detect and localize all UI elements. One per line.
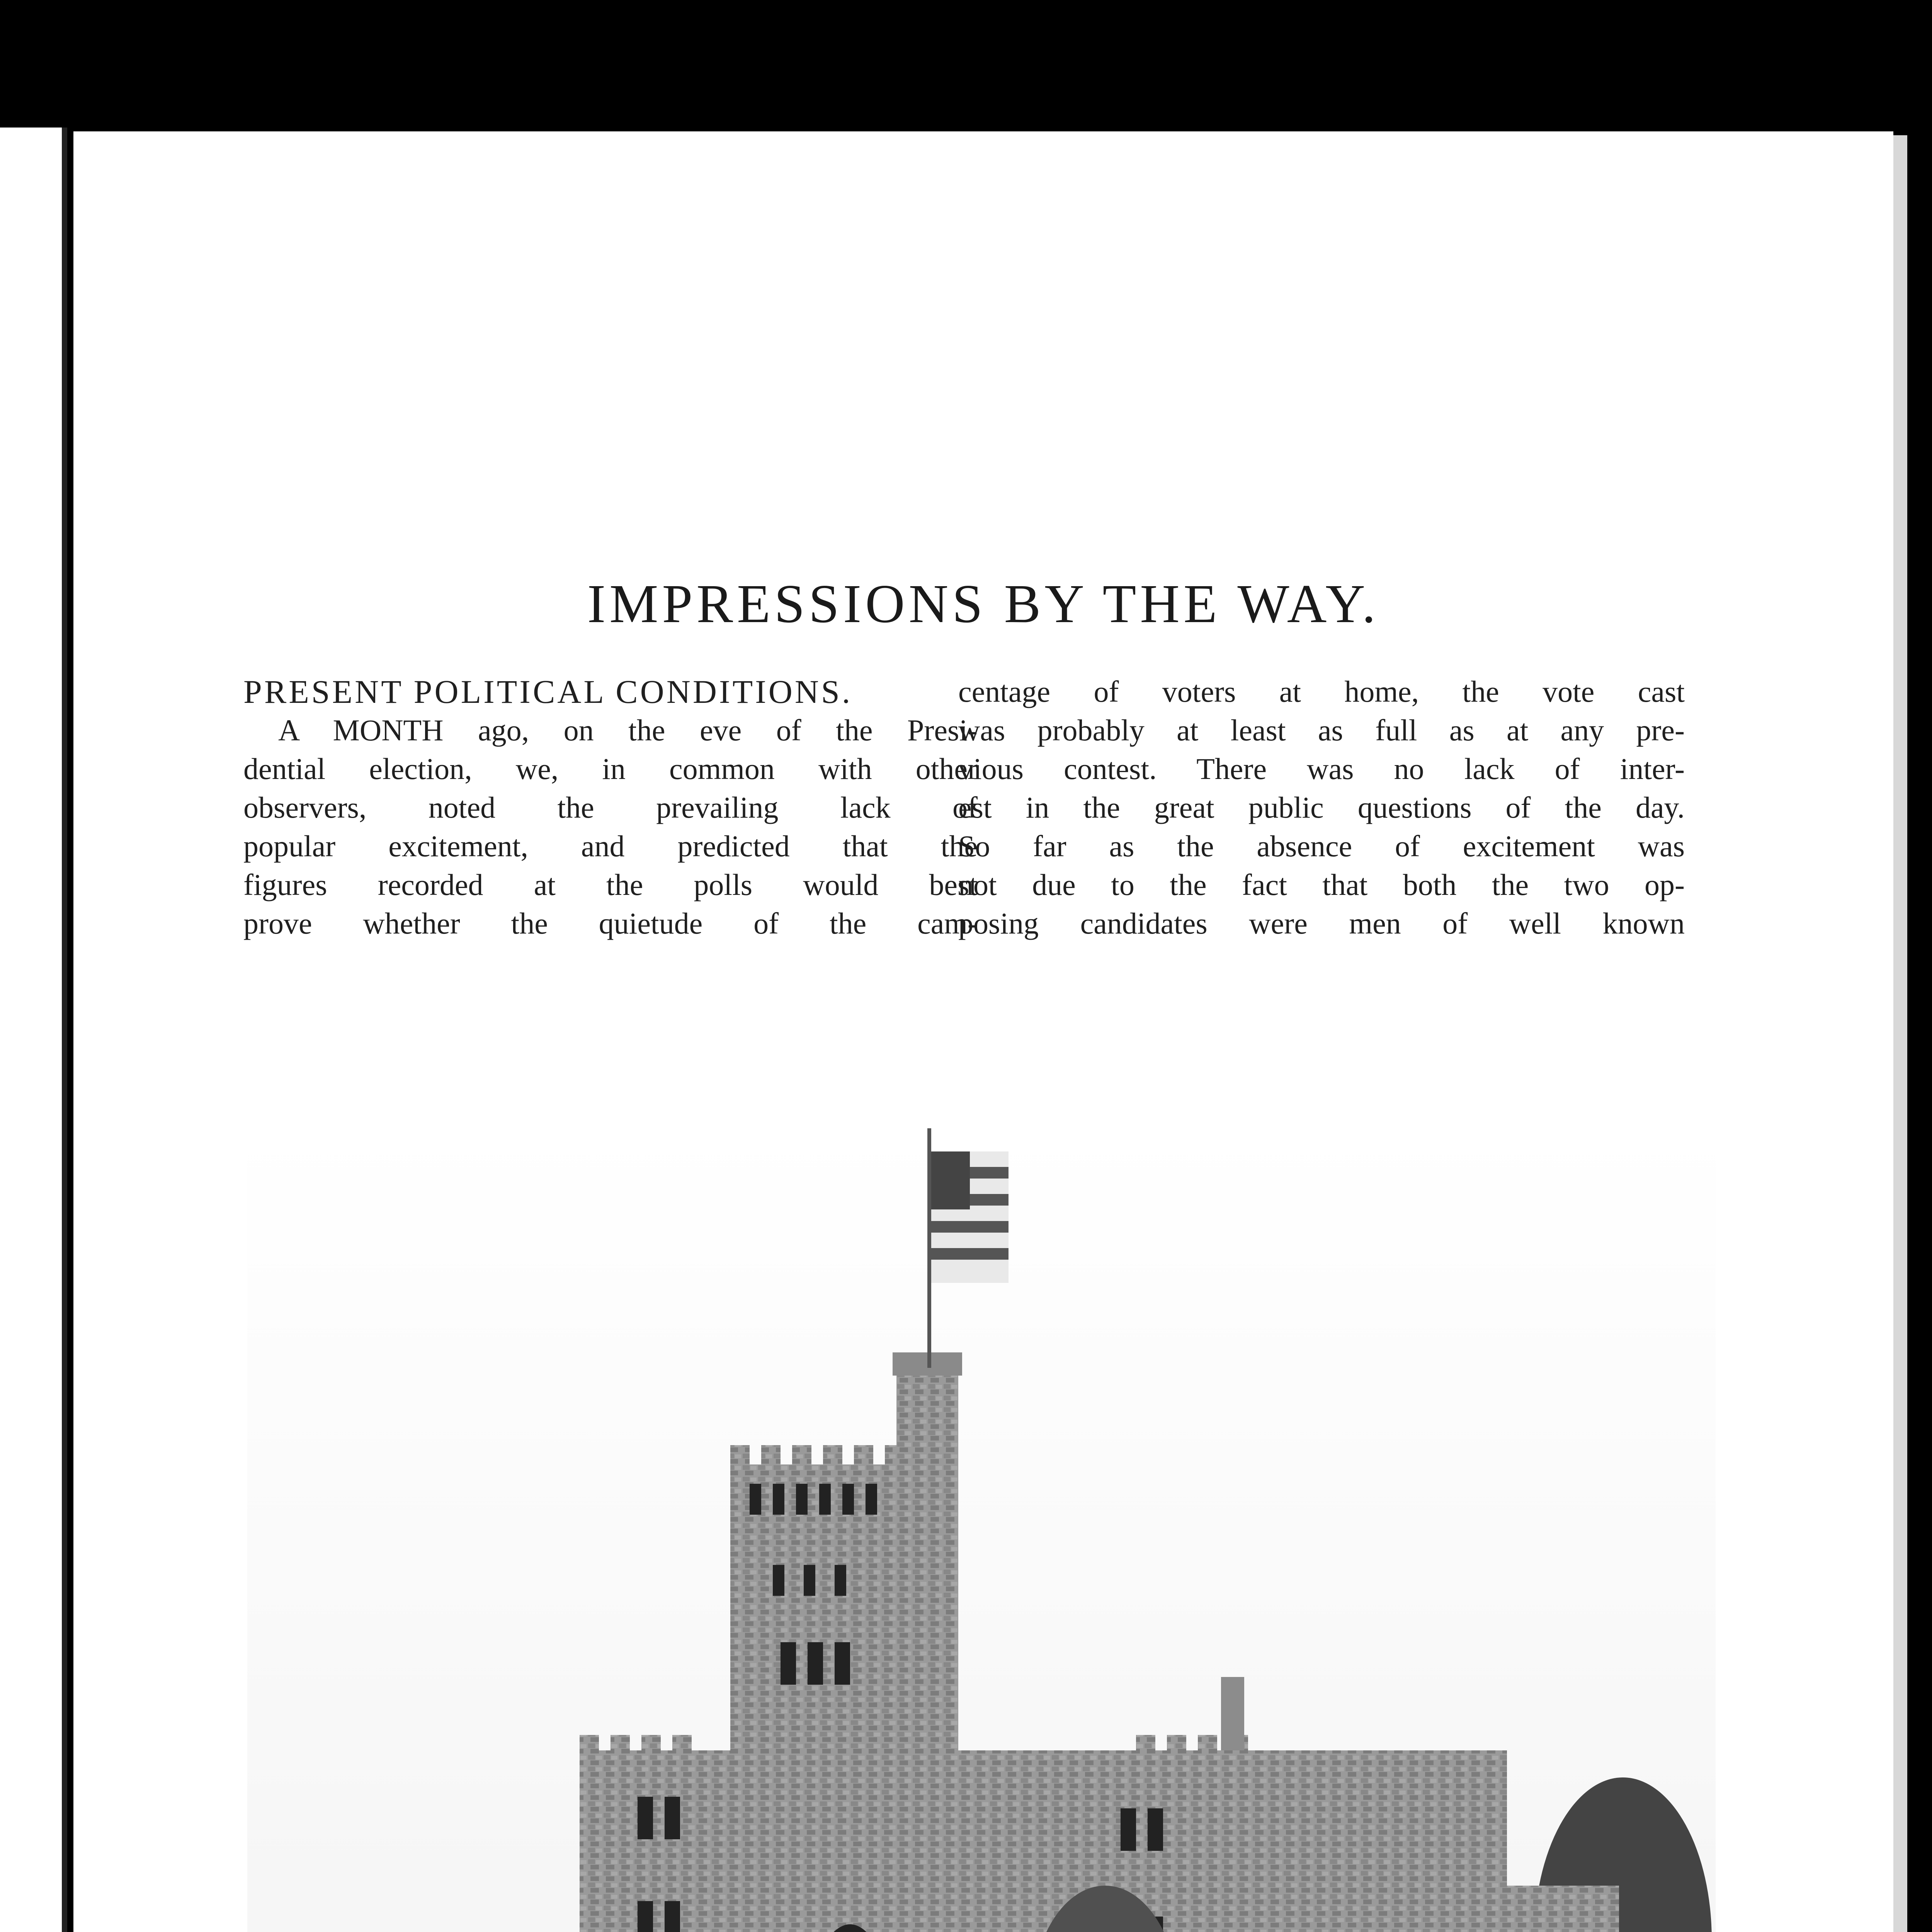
text-line: prove whether the quietude of the cam-	[243, 906, 978, 940]
text-line: posing candidates were men of well known	[958, 906, 1685, 940]
column-top-right	[958, 672, 1685, 943]
text-line: not due to the fact that both the two op-	[958, 868, 1685, 901]
text-line: So far as the absence of excitement was	[958, 829, 1685, 863]
text-line: popular excitement, and predicted that the	[243, 829, 978, 863]
residence-photograph	[247, 1128, 1716, 1932]
text-line: dential election, we, in common with other	[243, 752, 978, 786]
text-line: observers, noted the prevailing lack of	[243, 791, 978, 824]
section-title: PRESENT POLITICAL CONDITIONS.	[243, 673, 853, 710]
text-line: A MONTH ago, on the eve of the Presi-	[278, 713, 978, 747]
text-line: centage of voters at home, the vote cast	[958, 675, 1685, 708]
facing-page-edge	[0, 128, 67, 1932]
book-page	[73, 131, 1893, 1932]
column-top-left	[243, 672, 978, 943]
text-line: figures recorded at the polls would best	[243, 868, 978, 901]
page-title: IMPRESSIONS BY THE WAY.	[587, 573, 1380, 634]
text-line: was probably at least as full as at any pre-	[958, 713, 1685, 747]
text-line: est in the great public questions of the day.	[958, 791, 1685, 824]
text-line: vious contest. There was no lack of inter-	[958, 752, 1685, 786]
page-spine	[1893, 135, 1907, 1932]
